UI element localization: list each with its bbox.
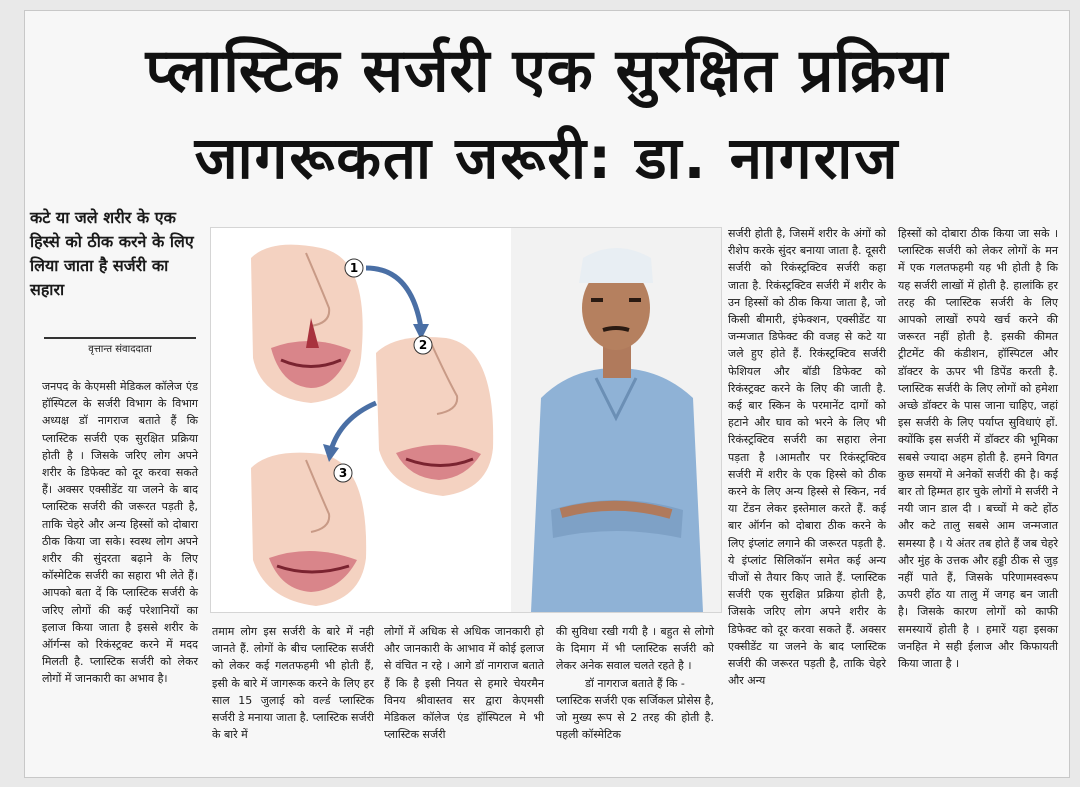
column-2 [212,623,374,743]
byline: वृत्तान्त संवाददाता [44,337,196,355]
column-4 [556,623,714,743]
arrow-2-to-3 [331,403,376,450]
doctor-photo [511,228,721,612]
column-5 [728,225,886,689]
step-3-label: 3 [338,466,348,480]
column-5-text: सर्जरी होती है, जिसमें शरीर के अंगों को रीशेप करके सुंदर बनाया जाता है. दूसरी सर्जरी को रिकंस्ट्रक्टिव सर्जरी कहा जाता है. रिकंस्ट्रक्टिव सर्जरी में शरीर के उन हिस्सों को ठीक किया जाता है, जो किसी बीमारी, इंफेक्शन, एक्सीडेंट या जन्मजात डिफेक्ट की वजह से कटे या जले हुए होते हैं. रिकंस्ट्रक्टिव सर्जरी फेशियल और बॉडी डिफेक्ट को रिकंस्ट्रक्ट करने के लिए की जाती है. कई बार स्किन के परमानेंट दागों को हटाने और घाव को भरने के लिए भी रिकंस्ट्रक्टिव सर्जरी का सहारा लेना पड़ता है ।आमतौर पर रिकंस्ट्रक्टिव सर्जरी में शरीर के एक हिस्से को ठीक करने के लिए अन्य हिस्से से स्किन, नर्व या टेंडन लेकर इस्तेमाल करते हैं. कई बार ऑर्गन को दोबारा ठीक करने के लिए इंप्लांट लगाने की जरूरत पड़ती है. ये इंप्लांट सिलिकॉन समेत कई अन्य चीजों से तैयार किए जाते हैं. प्लास्टिक सर्जरी एक सुरक्षित प्रक्रिया होती है, जिसके जरिए लोग अपने शरीर के डिफेक्ट को दूर करवा सकते हैं. अक्सर एक्सीडेंट या जलने के बाद प्लास्टिक सर्जरी की जरूरत पड़ती है, ताकि चेहरे और अन्य [728,227,886,688]
column-6 [898,225,1058,672]
column-1-text: जनपद के केएमसी मेडिकल कॉलेज एंड हॉस्पिटल के सर्जरी विभाग के विभाग अध्यक्ष डॉ नागराज बताते हैं कि प्लास्टिक सर्जरी एक सुरक्षित प्रक्रिया होती है । जिसके जरिए लोग अपने शरीर के डिफेक्ट को दूर करवा सकते हैं। अक्सर एक्सीडेंट या जलने के बाद प्लास्टिक सर्जरी की जरूरत पड़ती है, ताकि चेहरे और अन्य हिस्सों को दोबारा ठीक किया जा सके। स्वस्थ लोग अपने शरीर की सुंदरता बढ़ाने के लिए कॉस्मेटिक सर्जरी का सहारा भी लेते हैं। आपको बता दें कि प्लास्टिक सर्जरी के जरिए लोगों की कई परेशानियों का इलाज किया जाता है इससे शरीर के ऑर्गन्स को रिकंस्ट्रक्ट करने में मदद मिलती है. प्लास्टिक सर्जरी को लेकर लोगों में जानकारी का अभाव है। [42,380,198,686]
step-2-label: 2 [418,338,428,352]
column-4-text-3: प्लास्टिक सर्जरी एक सर्जिकल प्रोसेस है, जो मुख्य रूप से 2 तरह की होती है. पहली कॉस्मेटिक [556,693,714,742]
arrow-1-to-2 [366,268,421,328]
article-photo [210,227,722,613]
subheading: कटे या जले शरीर के एक हिस्से को ठीक करने के लिए लिया जाता है सर्जरी का सहारा [30,208,194,299]
column-4-text-1: की सुविधा रखी गयी है । बहुत से लोगो के दिमाग में भी प्लास्टिक सर्जरी को लेकर अनेक सवाल चलते रहते है । [556,625,714,673]
cleft-lip-illustration [211,228,721,612]
column-2-text: तमाम लोग इस सर्जरी के बारे में नही जानते हैं. लोगों के बीच प्लास्टिक सर्जरी को लेकर कई गलतफहमी भी होती हैं, इसी के बारे में जागरूक करने के लिए हर साल 15 जुलाई को वर्ल्ड प्लास्टिक सर्जरी डे मनाया जाता है. प्लास्टिक सर्जरी के बारे में [212,625,374,742]
face-step-2 [376,337,493,496]
column-4-text-2: डॉ नागराज बताते हैं कि - [585,676,685,690]
column-6-text: हिस्सों को दोबारा ठीक किया जा सके । प्लास्टिक सर्जरी को लेकर लोगों के मन में एक गलतफहमी यह भी होती है कि यह सर्जरी लाखों में होती है. हालांकि हर तरह की प्लास्टिक सर्जरी के लिए आपको लाखों रुपये खर्च करने की जरूरत नहीं होती है. इसकी कीमत ट्रीटमेंट की कंडीशन, हॉस्पिटल और डॉक्टर के ऊपर भी डिपेंड करती है. प्लास्टिक सर्जरी के लिए लोगों को हमेशा अच्छे डॉक्टर के पास जाना चाहिए, जहां इस सर्जरी के लिए पर्याप्त सुविधाएं हों. क्योंकि इस सर्जरी में डॉक्टर की भूमिका सबसे ज्यादा अहम होती है. हमने विगत कुछ समयों मे अनेकों सर्जरी की है। कई बार तो हिम्मत हार चुके लोगों मे सर्जरी ने नयी जान डाल दी । बच्चों मे कटे होंठ और कटे तालु सबसे आम जन्मजात समस्या है । ये अंतर तब होते हैं जब चेहरे और मुंह के उत्तक और हड्डी ठीक से जुड़ नहीं पाते हैं, जिसके परिणामस्वरूप ऊपरी होंठ या तालु में जगह बन जाती है। जिसके कारण लोगों को काफी समस्यायें होती है । हमारें यहा इसका जनहित मे सही ईलाज और किफायती किया जाता है । [898,227,1058,671]
headline-line-1: प्लास्टिक सर्जरी एक सुरक्षित प्रक्रिया [145,36,949,106]
headline-line-2: जागरूकता जरूरी: डा. नागराज [194,124,900,192]
column-3 [384,623,544,743]
column-3-text: लोगों में अधिक से अधिक जानकारी हो और जानकारी के आभाव में कोई इलाज से वंचित न रहे । आगे डॉ नागराज बताते हैं कि है इसी नियत से हमारे चेयरमैन विनय श्रीवास्तव सर द्वारा केएमसी मेडिकल कॉलेज एंड हॉस्पिटल मे भी प्लास्टिक सर्जरी [384,625,544,742]
column-1 [42,378,198,688]
step-1-label: 1 [349,261,359,275]
